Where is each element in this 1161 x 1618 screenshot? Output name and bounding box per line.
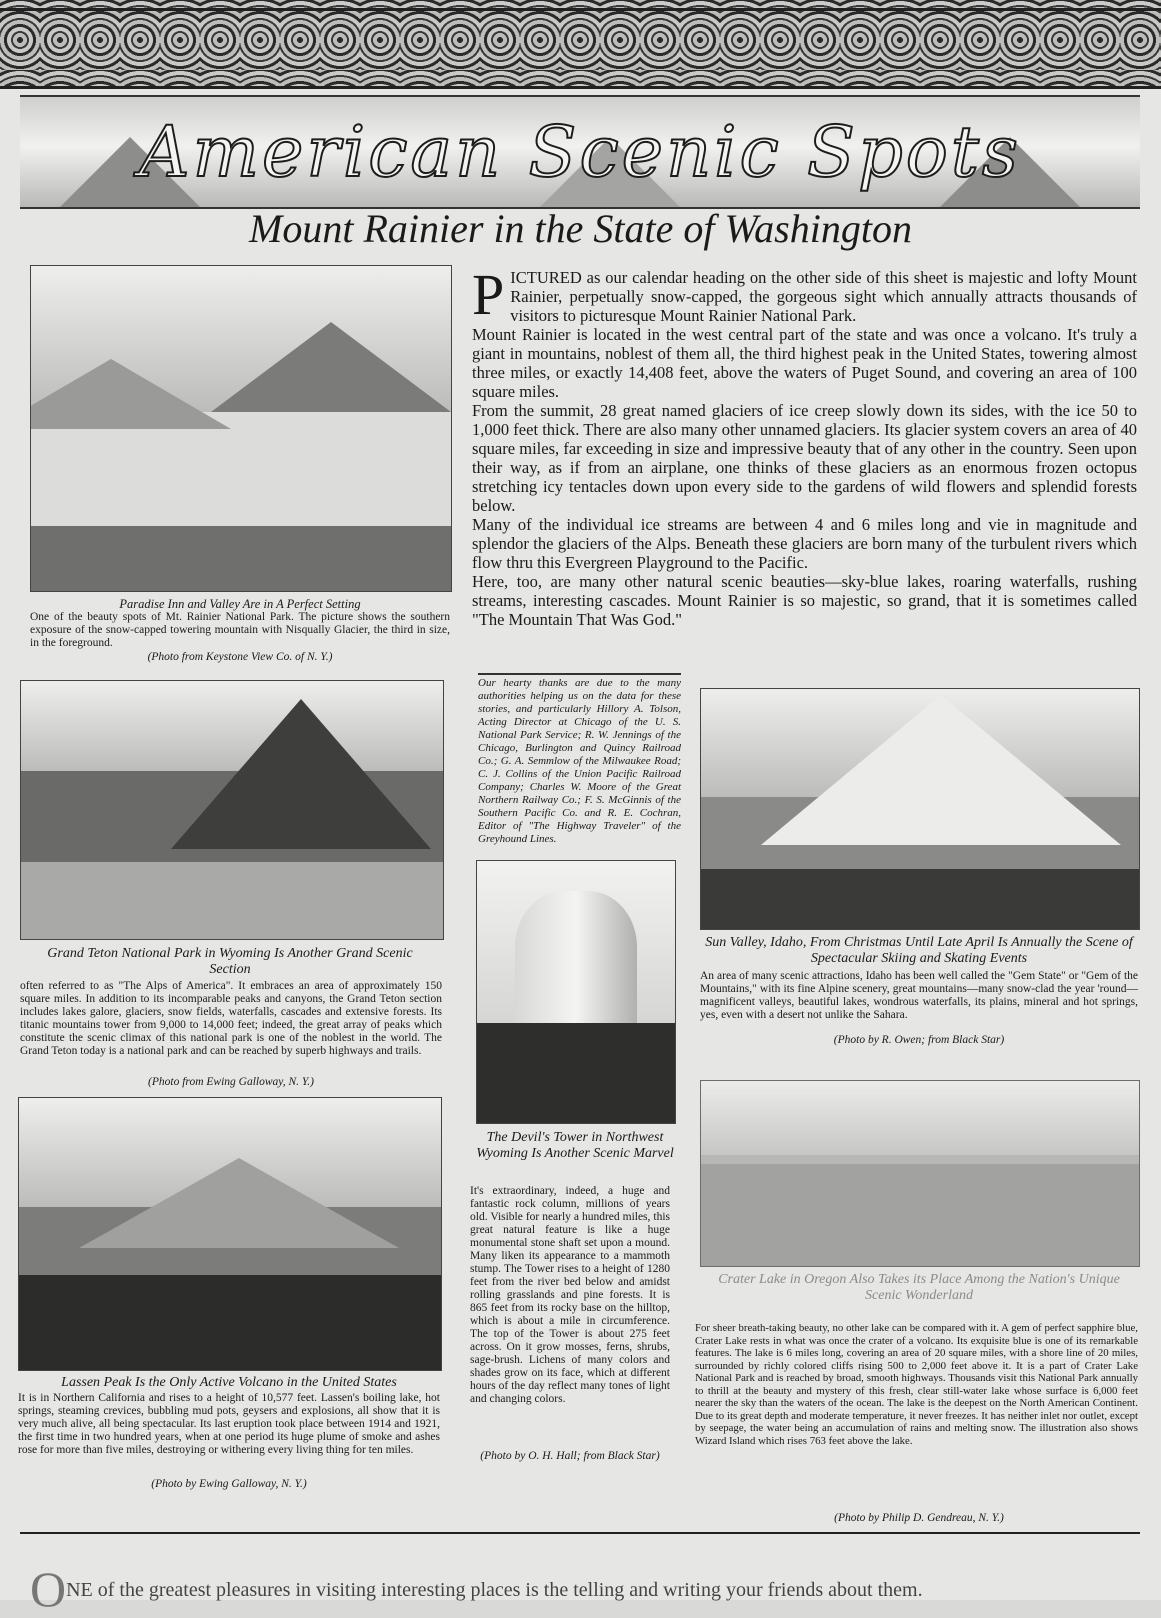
footer-text: NE of the greatest pleasures in visiting interesting places is the telling and writing your friends about them. bbox=[66, 1579, 923, 1601]
drop-cap: P bbox=[472, 262, 505, 327]
crater-lake-caption-body: For sheer breath-taking beauty, no other lake can be compared with it. A gem of perfect sapphire blue, Crater Lake rests in what was once the crater of a volcano. Its exquisite blue is one of its remarkable features. The lake is 6 miles long, covering an area of 20 square miles, with a shore line of 20 miles, surrounded by richly colored cliffs rising 500 to 2,000 feet above it. It is a part of Crater Lake National Park and is reached by broad, smooth highways. Thousands visit this National Park annually to thrill at the beauty and mystery of this fresh, clear still-water lake whose surface is 6,000 feet nearer the sky than the waters of the ocean. The lake is the deepest on the North American Continent. Due to its great depth and moderate temperature, it never freezes. It has neither inlet nor outlet, except by seepage, the water being an accumulation of rains and melting snow. The illustration also shows Wizard Island which rises 763 feet above the lake. bbox=[695, 1322, 1138, 1447]
intro-paragraph: Mount Rainier is located in the west central part of the state and was once a volcano. It's truly a giant in mountains, noblest of them all, the third highest peak in the United States, towering almost three miles, or exactly 14,408 feet, above the waters of Puget Sound, and covering an area of 100 square miles. bbox=[472, 325, 1137, 401]
footer-teaser bbox=[30, 1560, 1140, 1618]
paradise-inn-photo bbox=[30, 265, 452, 592]
acknowledgements: Our hearty thanks are due to the many authorities helping us on the data for these stories, and particularly Hillory A. Tolson, Acting Director at Chicago of the U. S. National Park Service; R. W. Jennings of the Chicago, Burlington and Quincy Railroad Co.; G. A. Semmlow of the Milwaukee Road; C. J. Collins of the Union Pacific Railroad Company; Charles W. Moore of the Great Northern Railway Co.; F. S. McGinnis of the Southern Pacific Co. and R. E. Cochran, Editor of "The Highway Traveler" of the Greyhound Lines. bbox=[478, 673, 681, 846]
masthead-title: American Scenic Spots bbox=[139, 111, 1021, 193]
paradise-credit: (Photo from Keystone View Co. of N. Y.) bbox=[147, 651, 333, 663]
grand-teton-photo bbox=[20, 680, 444, 940]
devils-tower-credit: (Photo by O. H. Hall; from Black Star) bbox=[480, 1450, 660, 1462]
devils-tower-caption-body: It's extraordinary, indeed, a huge and fantastic rock column, millions of years old. Visible for nearly a hundred miles, this great natural feature is like a huge monumental stone shaft set upon a mound. Many liken its appearance to a mammoth stump. The Tower rises to a height of 1280 feet from the river bed below and amidst rolling grasslands and pine forests. It is 865 feet from its rocky base on the hilltop, which is about a mile in circumference. The top of the Tower is about 275 feet across. On it grow mosses, ferns, shrubs, sage-brush. Lichens of many colors and shades grow on its face, which at different hours of the day reflect many tones of light and changing colors. bbox=[470, 1185, 670, 1405]
sun-valley-photo bbox=[700, 688, 1140, 930]
divider-rule bbox=[20, 1532, 1140, 1534]
crater-lake-caption-title: Crater Lake in Oregon Also Takes its Place Among the Nation's Unique Scenic Wonderland bbox=[718, 1272, 1120, 1303]
paradise-caption-body: One of the beauty spots of Mt. Rainier National Park. The picture shows the southern exposure of the snow-capped towering mountain with Nisqually Glacier, the third in size, in the foreground. bbox=[30, 611, 450, 649]
paradise-caption-title: Paradise Inn and Valley Are in A Perfect Setting bbox=[119, 597, 361, 611]
footer-drop-cap: O bbox=[30, 1561, 67, 1617]
intro-paragraph: PICTURED as our calendar heading on the other side of this sheet is majestic and lofty Mount Rainier, perpetually snow-capped, the gorgeous sight which annually attracts thousands of visitors to picturesque Mount Rainier National Park. bbox=[472, 262, 1137, 327]
lassen-caption-body: It is in Northern California and rises to a height of 10,577 feet. Lassen's boiling lake, hot springs, steaming crevices, bubbling mud pots, geysers and explosions, all show that it is very much alive, all being spectacular. Its last eruption took place between 1914 and 1921, the first time in two hundred years, when at one period its huge plume of smoke and ashes rose for more than five miles, destroying or withering every living thing for ten miles. bbox=[18, 1392, 440, 1456]
sun-valley-caption-title: Sun Valley, Idaho, From Christmas Until Late April Is Annually the Scene of Spectacular Skiing and Skating Events bbox=[705, 935, 1133, 966]
masthead bbox=[20, 95, 1140, 209]
crater-lake-photo bbox=[700, 1080, 1140, 1267]
crater-lake-credit: (Photo by Philip D. Gendreau, N. Y.) bbox=[834, 1512, 1004, 1524]
teton-caption-title: Grand Teton National Park in Wyoming Is Another Grand Scenic Section bbox=[47, 946, 413, 977]
devils-tower-caption-title: The Devil's Tower in Northwest Wyoming Is Another Scenic Marvel bbox=[476, 1130, 674, 1161]
headline: Mount Rainier in the State of Washington bbox=[249, 206, 912, 251]
lassen-caption-title: Lassen Peak Is the Only Active Volcano in the United States bbox=[61, 1375, 397, 1390]
intro-paragraph: From the summit, 28 great named glaciers of ice creep slowly down its sides, with the ice 50 to 1,000 feet thick. There are also many other unnamed glaciers. Its glacier system covers an area of 40 square miles, far exceeding in size and impressive beauty that of any other in the country. Seen upon their way, as if from an airplane, one thinks of these glaciers as an enormous frozen octopus stretching icy tentacles down upon every side to the gardens of wild flowers and splendid forests below. bbox=[472, 401, 1137, 515]
lassen-credit: (Photo by Ewing Galloway, N. Y.) bbox=[151, 1478, 307, 1490]
teton-caption-body: often referred to as "The Alps of America". It embraces an area of approximately 150 square miles. In addition to its incomparable peaks and canyons, the Grand Teton section includes lakes galore, glaciers, snow fields, waterfalls, cascades and extensive forests. Its titanic mountains tower from 9,000 to 14,000 feet; indeed, the great array of peaks which constitute the scenic climax of this national park is one of the noblest in the world. The Grand Teton today is a national park and can be reached by superb highways and trails. bbox=[20, 980, 442, 1057]
ornamental-border bbox=[0, 0, 1161, 89]
intro-paragraph: Many of the individual ice streams are between 4 and 6 miles long and vie in magnitude and splendor the glaciers of the Alps. Beneath these glaciers are born many of the turbulent rivers which flow thru this Evergreen Playground to the Pacific. bbox=[472, 515, 1137, 572]
sun-valley-credit: (Photo by R. Owen; from Black Star) bbox=[833, 1034, 1005, 1046]
intro-article bbox=[472, 262, 1137, 629]
lassen-peak-photo bbox=[18, 1097, 442, 1371]
intro-paragraph: Here, too, are many other natural scenic beauties—sky-blue lakes, roaring waterfalls, rushing streams, interesting cascades. Mount Rainier is so majestic, so grand, that it is sometimes called "The Mountain That Was God." bbox=[472, 572, 1137, 629]
teton-credit: (Photo from Ewing Galloway, N. Y.) bbox=[148, 1076, 314, 1088]
devils-tower-photo bbox=[476, 860, 676, 1124]
sun-valley-caption-body: An area of many scenic attractions, Idaho has been well called the "Gem State" or "Gem of the Mountains," with its fine Alpine scenery, great mountains—many snow-clad the year 'round—magnificent valleys, beautiful lakes, wondrous waterfalls, its plains, mineral and hot springs, yes, even with a desert not unlike the Sahara. bbox=[700, 970, 1138, 1021]
